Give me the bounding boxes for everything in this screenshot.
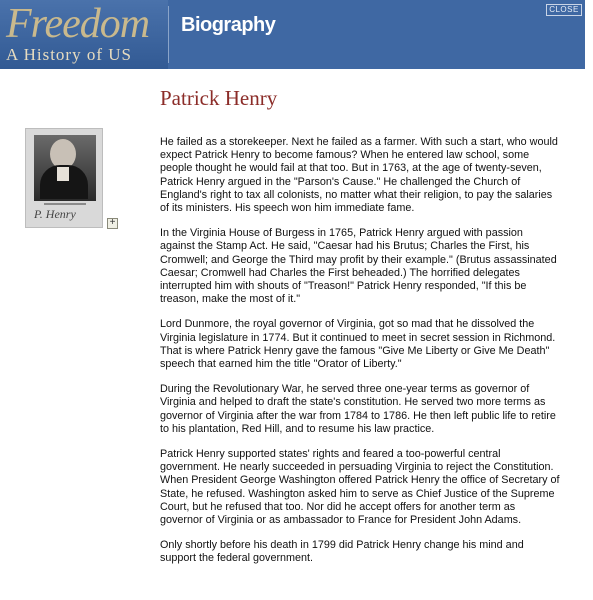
paragraph: In the Virginia House of Burgess in 1765, Patrick Henry argued with passion against the Stamp Act. He said, "Caesar had his Brutus; Charles the First, his Cromwell; and George the Third may profit by their example." (Brutus assassinated Caesar; Cromwell had Charles the First beheaded.) The horrified delegates interrupted him with shouts of "Treason!" Patrick Henry responded, "If this be treason, make the most of it." (160, 227, 557, 306)
portrait-cravat (57, 167, 69, 181)
biography-text (160, 136, 560, 578)
paragraph: Lord Dunmore, the royal governor of Virginia, got so mad that he dissolved the Virginia legislature in 1774. But it continued to meet in secret session in Richmond. That is where Patrick Henry gave the famous "Give Me Liberty or Give Me Death" speech that earned him the title "Orator of Liberty." (160, 318, 556, 371)
freedom-logo (0, 0, 168, 69)
paragraph: During the Revolutionary War, he served three one-year terms as governor of Virginia and helped to draft the state's constitution. He served two more terms as governor of Virginia after the war from 1784 to 1786. He then left public life to retire to his plantation, Red Hill, and to resume his law practice. (160, 383, 556, 435)
header-divider (168, 6, 169, 63)
close-button[interactable]: CLOSE (546, 4, 582, 16)
portrait-signature: P. Henry (34, 207, 76, 221)
portrait-image (25, 128, 103, 228)
logo-subtitle: A History of US (6, 45, 132, 64)
paragraph: Only shortly before his death in 1799 did Patrick Henry change his mind and support the federal government. (160, 539, 524, 565)
page-title: Patrick Henry (160, 86, 278, 110)
section-title: Biography (181, 14, 276, 36)
paragraph: Patrick Henry supported states' rights and feared a too-powerful central government. He nearly succeeded in persuading Virginia to reject the Constitution. When President George Washington offered Patrick Henry the office of Secretary of State, he refused. Washington asked him to serve as Chief Justice of the Supreme Court, but he refused that too. Nor did he accept offers for another term as governor of Virginia or as ambassador to France for President John Adams. (160, 448, 560, 527)
portrait-caption-line (44, 203, 86, 205)
header-banner (0, 0, 585, 69)
expand-image-button[interactable]: + (107, 218, 118, 229)
paragraph: He failed as a storekeeper. Next he failed as a farmer. With such a start, who would expect Patrick Henry to become famous? When he entered law school, some people thought he would fail at that too. But in 1763, at the age of twenty-seven, Patrick Henry argued in the "Parson's Cause." He challenged the Church of England's right to tax all colonists, no matter what their religion, to pay the salaries of its ministers. His speech won him immediate fame. (160, 136, 558, 215)
logo-title: Freedom (6, 1, 150, 47)
